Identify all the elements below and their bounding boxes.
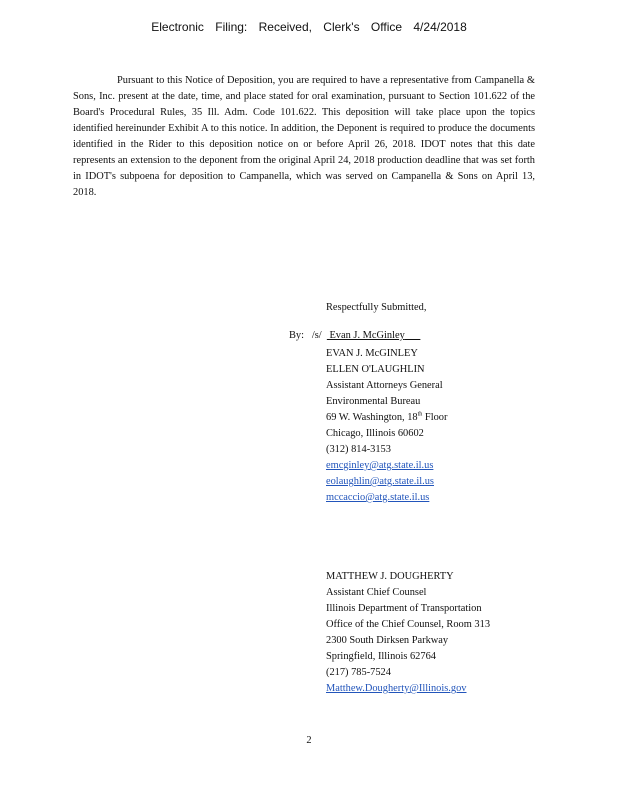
closing-line: Respectfully Submitted,: [326, 302, 427, 313]
body-paragraph-text: Pursuant to this Notice of Deposition, you are required to have a representative from Campanella & Sons, Inc. present at the date, time, and place stated for oral examination, pursuant to Section 101.622 of the Board's Procedural Rules, 35 Ill. Adm. Code 101.622. This deposition will take place upon the topics identified hereinunder Exhibit A to this notice. In addition, the Deponent is required to produce the documents identified in the Rider to this deposition notice on or before April 26, 2018. IDOT notes that this date represents an extension to the deponent from the original April 24, 2018 production deadline that was set forth in IDOT's subpoena for deposition to Campanella, which was served on Campanella & Sons on April 13, 2018.: [73, 75, 535, 198]
attorney-bureau: Environmental Bureau: [326, 396, 421, 407]
counsel-title: Assistant Chief Counsel: [326, 587, 427, 598]
attorney-block: [326, 346, 447, 506]
email-link-2[interactable]: eolaughlin@atg.state.il.us: [326, 476, 434, 487]
by-label: By:: [289, 330, 305, 341]
page-number: 2: [306, 735, 312, 746]
attorney-address: 69 W. Washington, 18th Floor: [326, 411, 448, 423]
email-link-3[interactable]: mccaccio@atg.state.il.us: [326, 492, 430, 503]
counsel-street: 2300 South Dirksen Parkway: [326, 635, 449, 646]
attorney-name-2: ELLEN O'LAUGHLIN: [326, 364, 425, 375]
counsel-city: Springfield, Illinois 62764: [326, 651, 436, 662]
attorney-phone: (312) 814-3153: [326, 444, 391, 455]
email-link-1[interactable]: emcginley@atg.state.il.us: [326, 460, 434, 471]
counsel-office: Office of the Chief Counsel, Room 313: [326, 619, 491, 630]
attorney-name-1: EVAN J. McGINLEY: [326, 348, 418, 359]
counsel-name: MATTHEW J. DOUGHERTY: [326, 571, 454, 582]
signature-line: [289, 330, 420, 341]
counsel-block: [326, 569, 490, 697]
attorney-city: Chicago, Illinois 60602: [326, 428, 424, 439]
counsel-agency: Illinois Department of Transportation: [326, 603, 482, 614]
filing-stamp: Electronic Filing: Received, Clerk's Office 4/24/2018: [151, 20, 467, 34]
sig-prefix: /s/: [311, 330, 322, 341]
counsel-phone: (217) 785-7524: [326, 667, 391, 678]
body-paragraph: [73, 73, 535, 201]
electronic-signature: Evan J. McGinley: [329, 330, 405, 341]
attorney-title: Assistant Attorneys General: [326, 380, 443, 391]
counsel-email-link[interactable]: Matthew.Dougherty@Illinois.gov: [326, 683, 467, 694]
